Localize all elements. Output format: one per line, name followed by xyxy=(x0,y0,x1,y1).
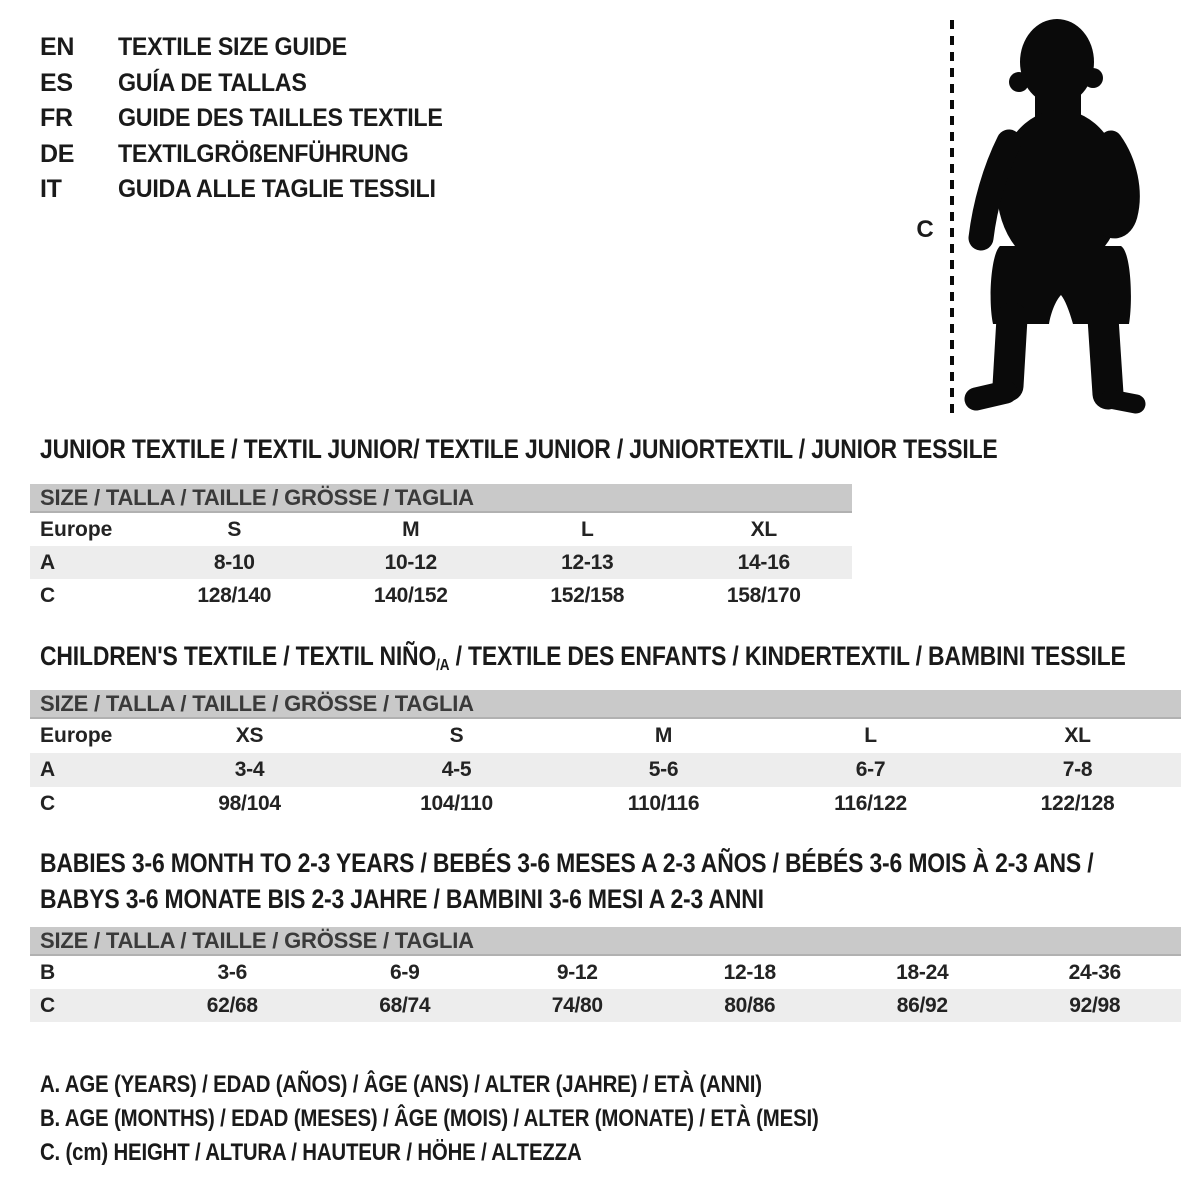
language-guide-title: GUIDE DES TAILLES TEXTILE xyxy=(118,104,443,133)
language-row-en xyxy=(40,30,467,66)
age-cell: 14-16 xyxy=(737,550,790,574)
size-header-bar: SIZE / TALLA / TAILLE / GRÖSSE / TAGLIA xyxy=(30,927,1181,956)
language-row-de xyxy=(40,137,467,173)
size-cell: L xyxy=(864,724,877,747)
language-row-es xyxy=(40,66,467,102)
age-cell: 12-18 xyxy=(723,960,776,984)
legend-line-b: B. AGE (MONTHS) / EDAD (MESES) / ÂGE (MOIS) / ALTER (MONATE) / ETÀ (MESI) xyxy=(40,1105,819,1132)
row-label: A xyxy=(40,550,56,574)
height-cell: 92/98 xyxy=(1069,993,1121,1017)
language-title-list xyxy=(40,30,467,208)
size-cell: S xyxy=(227,517,242,541)
table-row-europe xyxy=(30,513,852,546)
age-cell: 6-9 xyxy=(390,960,420,984)
height-cell: 86/92 xyxy=(896,993,948,1017)
language-code: FR xyxy=(40,104,73,133)
age-cell: 7-8 xyxy=(1062,758,1093,781)
age-cell: 8-10 xyxy=(213,550,255,574)
babies-size-table xyxy=(30,927,1181,1022)
babies-section-heading xyxy=(40,846,1200,917)
children-section-heading xyxy=(40,643,1126,679)
size-header-bar: SIZE / TALLA / TAILLE / GRÖSSE / TAGLIA xyxy=(30,690,1181,719)
height-cell: 98/104 xyxy=(218,792,281,815)
height-cell: 122/128 xyxy=(1040,792,1115,815)
row-label: C xyxy=(40,993,56,1017)
age-cell: 18-24 xyxy=(896,960,949,984)
size-cell: M xyxy=(402,517,420,541)
language-code: ES xyxy=(40,68,73,97)
children-size-table xyxy=(30,690,1181,821)
height-cell: 140/152 xyxy=(373,583,448,607)
size-cell: S xyxy=(449,724,464,747)
row-label: A xyxy=(40,758,56,781)
language-code: IT xyxy=(40,175,62,204)
children-heading-part2: / TEXTILE DES ENFANTS / KINDERTEXTIL / BAMBINI TESSILE xyxy=(449,641,1126,671)
baby-silhouette xyxy=(900,0,1150,430)
language-row-it xyxy=(40,172,467,208)
babies-heading-line1: BABIES 3-6 MONTH TO 2-3 YEARS / BEBÉS 3-6 MESES A 2-3 AÑOS / BÉBÉS 3-6 MOIS À 2-3 ANS / xyxy=(40,848,1094,878)
age-cell: 3-4 xyxy=(234,758,265,781)
age-cell: 9-12 xyxy=(556,960,598,984)
measure-legend xyxy=(40,1068,956,1170)
language-row-fr xyxy=(40,101,467,137)
children-heading-part1: CHILDREN'S TEXTILE / TEXTIL NIÑO xyxy=(40,641,437,671)
language-guide-title: TEXTILGRÖßENFÜHRUNG xyxy=(118,139,409,168)
age-cell: 10-12 xyxy=(384,550,437,574)
children-heading-subscript: /A xyxy=(436,657,450,674)
age-cell: 3-6 xyxy=(217,960,247,984)
size-cell: L xyxy=(580,517,594,541)
height-cell: 80/86 xyxy=(724,993,776,1017)
size-cell: XL xyxy=(1064,724,1091,747)
language-guide-title: TEXTILE SIZE GUIDE xyxy=(118,33,347,62)
language-code: EN xyxy=(40,33,75,62)
row-label: B xyxy=(40,960,56,984)
size-header-bar: SIZE / TALLA / TAILLE / GRÖSSE / TAGLIA xyxy=(30,484,852,513)
row-label: C xyxy=(40,583,56,607)
age-cell: 24-36 xyxy=(1068,960,1121,984)
table-row-height xyxy=(30,579,852,612)
height-cell: 110/116 xyxy=(627,792,700,815)
row-label: Europe xyxy=(40,724,113,747)
height-cell: 74/80 xyxy=(551,993,603,1017)
table-row-age xyxy=(30,753,1181,787)
table-row-europe xyxy=(30,719,1181,753)
babies-heading-line2: BABYS 3-6 MONATE BIS 2-3 JAHRE / BAMBINI 3-6 MESI A 2-3 ANNI xyxy=(40,883,764,914)
height-measure-label: C xyxy=(916,216,934,243)
size-cell: XS xyxy=(235,724,264,747)
height-cell: 68/74 xyxy=(379,993,431,1017)
table-row-age-months xyxy=(30,956,1181,989)
height-cell: 152/158 xyxy=(550,583,625,607)
height-cell: 158/170 xyxy=(726,583,801,607)
legend-line-c: C. (cm) HEIGHT / ALTURA / HAUTEUR / HÖHE / ALTEZZA xyxy=(40,1139,582,1166)
language-code: DE xyxy=(40,139,75,168)
age-cell: 6-7 xyxy=(855,758,886,781)
table-row-age xyxy=(30,546,852,579)
height-cell: 116/122 xyxy=(834,792,907,815)
age-cell: 4-5 xyxy=(441,758,472,781)
row-label: C xyxy=(40,792,56,815)
size-cell: M xyxy=(654,724,673,747)
age-cell: 12-13 xyxy=(561,550,614,574)
row-label: Europe xyxy=(40,517,113,541)
height-cell: 62/68 xyxy=(206,993,258,1017)
legend-line-a: A. AGE (YEARS) / EDAD (AÑOS) / ÂGE (ANS) / ALTER (JAHRE) / ETÀ (ANNI) xyxy=(40,1071,762,1098)
junior-section-heading: JUNIOR TEXTILE / TEXTIL JUNIOR/ TEXTILE JUNIOR / JUNIORTEXTIL / JUNIOR TESSILE xyxy=(40,434,998,464)
age-cell: 5-6 xyxy=(648,758,679,781)
height-cell: 104/110 xyxy=(420,792,493,815)
table-row-height xyxy=(30,989,1181,1022)
language-guide-title: GUIDA ALLE TAGLIE TESSILI xyxy=(118,175,436,204)
table-row-height xyxy=(30,787,1181,821)
height-cell: 128/140 xyxy=(197,583,272,607)
size-cell: XL xyxy=(750,517,777,541)
junior-size-table xyxy=(30,484,852,612)
language-guide-title: GUÍA DE TALLAS xyxy=(118,68,307,97)
